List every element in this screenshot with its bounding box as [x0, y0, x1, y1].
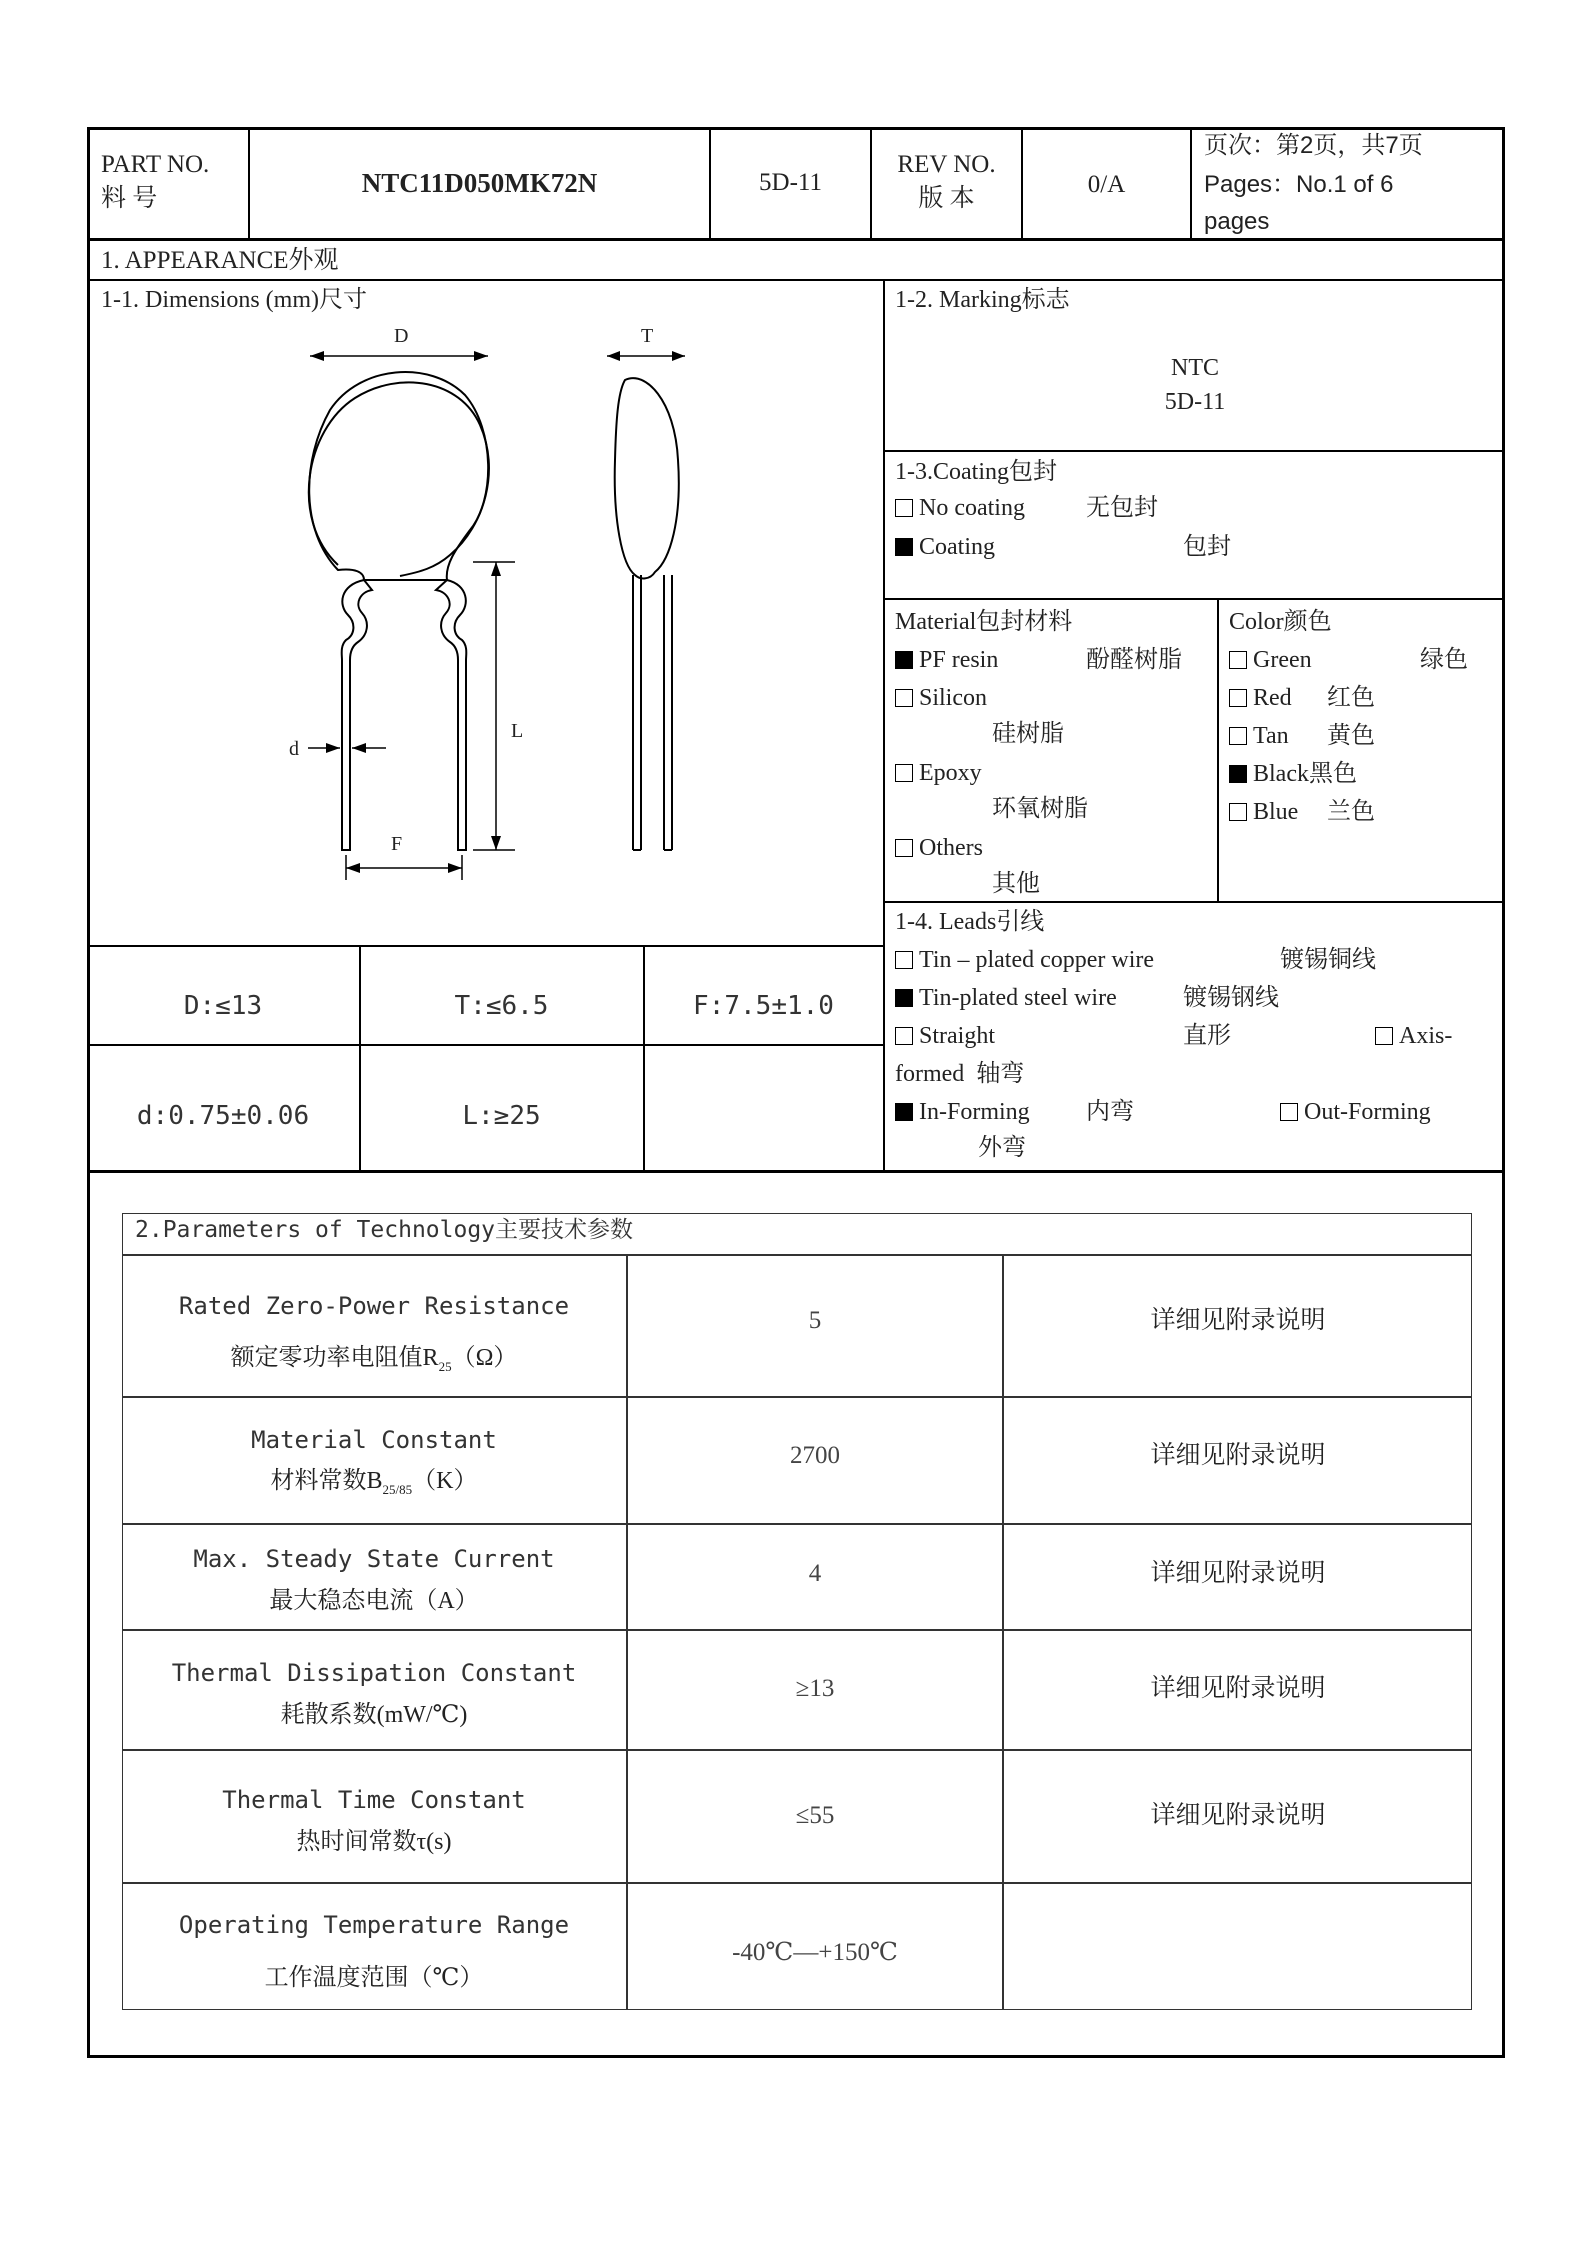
marking-divider	[884, 450, 1505, 452]
param-name-material: Material Constant	[251, 1426, 497, 1454]
appearance-title: 1. APPEARANCE外观	[101, 247, 339, 274]
material-divider	[884, 901, 1505, 903]
disc-body-outline	[309, 372, 488, 580]
material-epoxy: Epoxy	[895, 761, 982, 785]
material-epoxy-cn: 环氧树脂	[992, 796, 1088, 822]
param-row-line	[122, 1882, 1472, 1884]
drawing-label-T: T	[641, 325, 654, 347]
rev-no-label-cn: 版 本	[918, 185, 975, 212]
checkbox-coating[interactable]	[895, 538, 913, 556]
dim-value-F: F:7.5±1.0	[693, 991, 834, 1021]
leads-in-forming: In-Forming	[895, 1100, 1030, 1124]
leads-axis-cont: formed 轴弯	[895, 1061, 1025, 1087]
color-title: Color颜色	[1229, 609, 1332, 635]
param-vline	[1002, 1254, 1004, 2010]
coating-option-coating: Coating	[895, 535, 995, 559]
material-color-vline	[1217, 599, 1219, 902]
leads-tin-copper-cn: 镀锡铜线	[1280, 947, 1376, 973]
color-red: Red	[1229, 686, 1292, 710]
leads-axis: Axis-	[1375, 1024, 1452, 1048]
material-pf-resin-cn: 酚醛树脂	[1086, 647, 1182, 673]
material-others: Others	[895, 836, 983, 860]
drawing-label-F: F	[391, 833, 403, 855]
disc-outline	[309, 382, 489, 576]
checkbox-green[interactable]	[1229, 651, 1247, 669]
param-row-line	[122, 1396, 1472, 1398]
material-others-cn: 其他	[992, 871, 1040, 897]
param-value-material: 2700	[790, 1442, 840, 1469]
color-green-cn: 绿色	[1420, 647, 1468, 673]
param-name-resistance-cn: 额定零功率电阻值$R_{25}(\Omega)$	[230, 1345, 518, 1374]
coating-option-none-cn: 无包封	[1086, 495, 1158, 521]
page-info-2: pages	[1204, 208, 1270, 235]
param-value-time-constant: ≤55	[795, 1802, 835, 1829]
page-info: Pages：No.1 of 6	[1204, 171, 1394, 198]
header-vline	[870, 127, 872, 240]
color-tan: Tan	[1229, 724, 1289, 748]
param-name-current: Max. Steady State Current	[193, 1545, 555, 1573]
rev-no-label: REV NO.	[897, 151, 996, 178]
color-red-cn: 红色	[1327, 685, 1375, 711]
param-value-dissipation: ≥13	[795, 1675, 835, 1702]
param-name-time-constant: Thermal Time Constant	[222, 1786, 526, 1814]
color-blue-cn: 兰色	[1327, 799, 1375, 825]
appearance-bottom-divider	[87, 1170, 1505, 1173]
part-no-label: PART NO.	[101, 151, 210, 178]
coating-title: 1-3.Coating包封	[895, 459, 1057, 485]
param-note-dissipation: 详细见附录说明	[1150, 1675, 1326, 1702]
dims-table-vline	[359, 945, 361, 1170]
part-no-label-cn: 料 号	[101, 185, 158, 212]
leads-out-forming: Out-Forming	[1280, 1100, 1431, 1124]
param-name-current-cn: 最大稳态电流（A）	[269, 1588, 479, 1614]
model-number: 5D-11	[759, 169, 822, 196]
color-green: Green	[1229, 648, 1312, 672]
param-name-dissipation: Thermal Dissipation Constant	[171, 1659, 577, 1687]
param-note-current: 详细见附录说明	[1150, 1560, 1326, 1587]
param-note-material: 详细见附录说明	[1150, 1442, 1326, 1469]
part-number: NTC11D050MK72N	[361, 168, 598, 198]
page-info-cn: 页次：第2页，共7页	[1204, 132, 1423, 159]
material-silicon-cn: 硅树脂	[992, 721, 1064, 747]
param-value-current: 4	[808, 1560, 822, 1587]
drawing-label-L: L	[511, 720, 524, 742]
leads-straight: Straight	[895, 1024, 995, 1048]
coating-divider	[884, 598, 1505, 600]
marking-line-2: 5D-11	[1164, 389, 1226, 415]
checkbox-in-forming[interactable]	[895, 1103, 913, 1121]
dims-table-top	[87, 945, 884, 947]
param-name-temperature-cn: 工作温度范围（℃）	[264, 1965, 484, 1991]
checkbox-red[interactable]	[1229, 689, 1247, 707]
checkbox-axis-formed[interactable]	[1375, 1027, 1393, 1045]
drawing-label-d: d	[289, 738, 299, 760]
dim-value-L: L:≥25	[462, 1101, 541, 1131]
color-tan-cn: 黄色	[1327, 723, 1375, 749]
dims-table-vline	[643, 945, 645, 1170]
dim-value-T: T:≤6.5	[454, 991, 549, 1021]
checkbox-tin-steel[interactable]	[895, 989, 913, 1007]
param-name-material-cn: 材料常数$B_{25/85}(K)$	[270, 1468, 478, 1497]
checkbox-others[interactable]	[895, 839, 913, 857]
leads-tin-steel-cn: 镀锡钢线	[1183, 985, 1279, 1011]
param-note-resistance: 详细见附录说明	[1150, 1307, 1326, 1334]
param-name-time-constant-cn: 热时间常数τ(s)	[296, 1829, 452, 1855]
checkbox-tan[interactable]	[1229, 727, 1247, 745]
param-row-line	[122, 1749, 1472, 1751]
checkbox-straight[interactable]	[895, 1027, 913, 1045]
leads-straight-cn: 直形	[1183, 1023, 1231, 1049]
header-divider	[87, 238, 1505, 241]
color-black: Black黑色	[1229, 762, 1357, 786]
checkbox-blue[interactable]	[1229, 803, 1247, 821]
param-value-temperature: -40℃—+150℃	[732, 1939, 898, 1966]
checkbox-silicon[interactable]	[895, 689, 913, 707]
dim-value-D: D:≤13	[183, 991, 263, 1021]
param-header-line	[122, 1254, 1472, 1256]
dim-value-d: d:0.75±0.06	[136, 1101, 310, 1131]
param-name-resistance: Rated Zero-Power Resistance	[178, 1292, 570, 1320]
param-vline	[626, 1254, 628, 2010]
header-vline	[1190, 127, 1192, 240]
param-row-line	[122, 1523, 1472, 1525]
coating-option-coating-cn: 包封	[1183, 534, 1231, 560]
dims-table-mid	[87, 1044, 884, 1046]
color-blue: Blue	[1229, 800, 1298, 824]
checkbox-out-forming[interactable]	[1280, 1103, 1298, 1121]
param-row-line	[122, 1629, 1472, 1631]
component-drawing	[260, 310, 720, 880]
appearance-divider	[87, 279, 1505, 281]
checkbox-tin-copper[interactable]	[895, 951, 913, 969]
checkbox-black[interactable]	[1229, 765, 1247, 783]
material-silicon: Silicon	[895, 686, 987, 710]
param-name-dissipation-cn: 耗散系数(mW/℃)	[280, 1702, 468, 1728]
parameters-title: 2.Parameters of Technology主要技术参数	[135, 1217, 634, 1243]
leads-out-forming-cn: 外弯	[978, 1135, 1026, 1161]
marking-line-1: NTC	[1171, 355, 1219, 381]
coating-option-none: No coating	[895, 496, 1025, 520]
leads-in-forming-cn: 内弯	[1086, 1099, 1134, 1125]
param-value-resistance: 5	[808, 1307, 822, 1334]
checkbox-no-coating[interactable]	[895, 499, 913, 517]
leads-title: 1-4. Leads引线	[895, 909, 1045, 935]
leads-tin-steel: Tin-plated steel wire	[895, 986, 1117, 1010]
marking-title: 1-2. Marking标志	[895, 287, 1070, 313]
revision: 0/A	[1087, 171, 1126, 198]
leads-tin-copper: Tin – plated copper wire	[895, 948, 1154, 972]
material-title: Material包封材料	[895, 609, 1073, 635]
right-lead	[436, 580, 466, 850]
dimensions-title: 1-1. Dimensions (mm)尺寸	[101, 287, 367, 313]
checkbox-epoxy[interactable]	[895, 764, 913, 782]
left-lead	[342, 580, 372, 850]
material-pf-resin: PF resin	[895, 648, 998, 672]
side-view-body	[615, 378, 679, 578]
param-name-temperature: Operating Temperature Range	[178, 1911, 570, 1939]
checkbox-pf-resin[interactable]	[895, 651, 913, 669]
drawing-label-D: D	[394, 325, 409, 347]
param-note-time-constant: 详细见附录说明	[1150, 1802, 1326, 1829]
